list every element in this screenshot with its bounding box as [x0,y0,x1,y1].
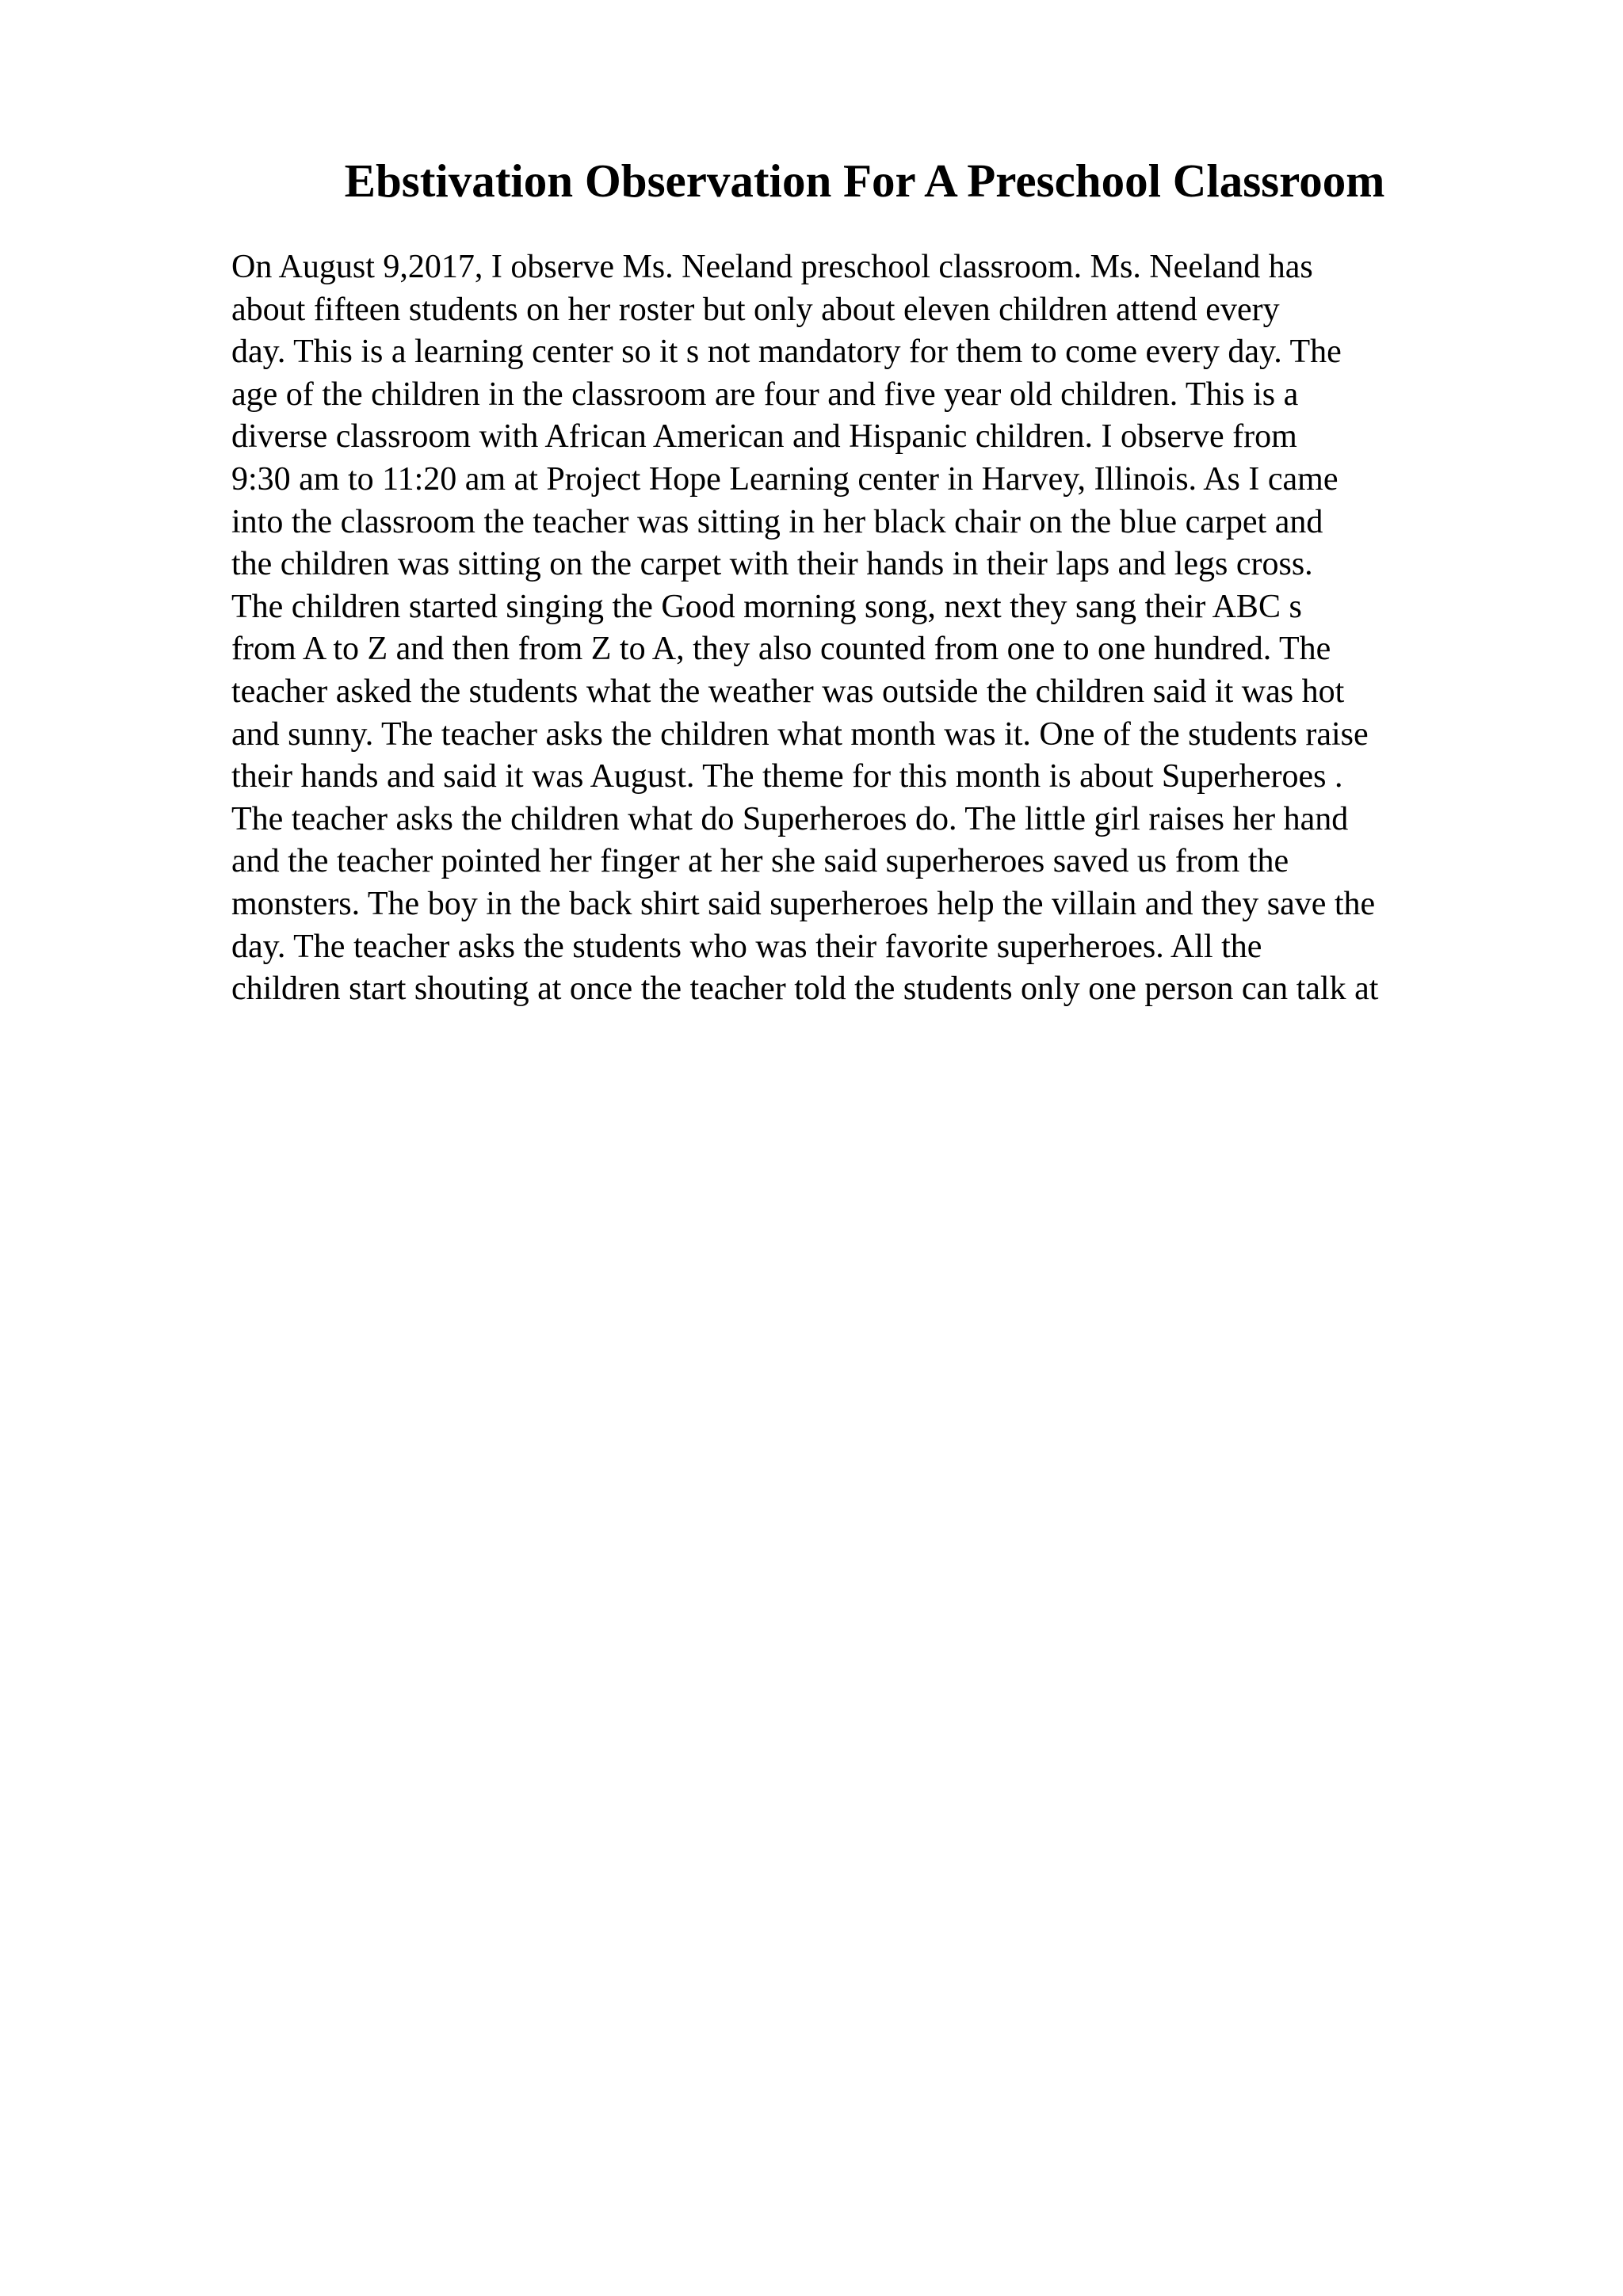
body-line: into the classroom the teacher was sitting in her black chair on the blue carpet and [231,503,1323,540]
body-line: from A to Z and then from Z to A, they also counted from one to one hundred. The [231,631,1331,668]
body-line: teacher asked the students what the weather was outside the children said it was hot [231,673,1345,710]
document-body [231,246,1594,1011]
body-line: children start shouting at once the teacher told the students only one person can talk at [231,971,1379,1008]
body-line: On August 9,2017, I observe Ms. Neeland preschool classroom. Ms. Neeland has [231,249,1313,285]
body-line: day. This is a learning center so it s not mandatory for them to come every day. The [231,334,1342,371]
body-line: and the teacher pointed her finger at her she said superheroes saved us from the [231,843,1289,880]
body-line: day. The teacher asks the students who was their favorite superheroes. All the [231,928,1262,965]
body-line: and sunny. The teacher asks the children what month was it. One of the students raise [231,715,1369,753]
body-line: age of the children in the classroom are four and five year old children. This is a [231,376,1299,413]
body-line: 9:30 am to 11:20 am at Project Hope Learning center in Harvey, Illinois. As I came [231,460,1338,498]
body-line: the children was sitting on the carpet with their hands in their laps and legs cross. [231,546,1313,583]
body-line: The teacher asks the children what do Superheroes do. The little girl raises her hand [231,800,1349,837]
document-title: Ebstivation Observation For A Preschool Classroom [344,154,1385,207]
body-line: about fifteen students on her roster but only about eleven children attend every [231,291,1280,328]
body-line: their hands and said it was August. The theme for this month is about Superheroes . [231,758,1343,795]
body-line: diverse classroom with African American and Hispanic children. I observe from [231,418,1297,456]
body-line: The children started singing the Good morning song, next they sang their ABC s [231,588,1302,625]
body-line: monsters. The boy in the back shirt said superheroes help the villain and they save the [231,885,1376,922]
